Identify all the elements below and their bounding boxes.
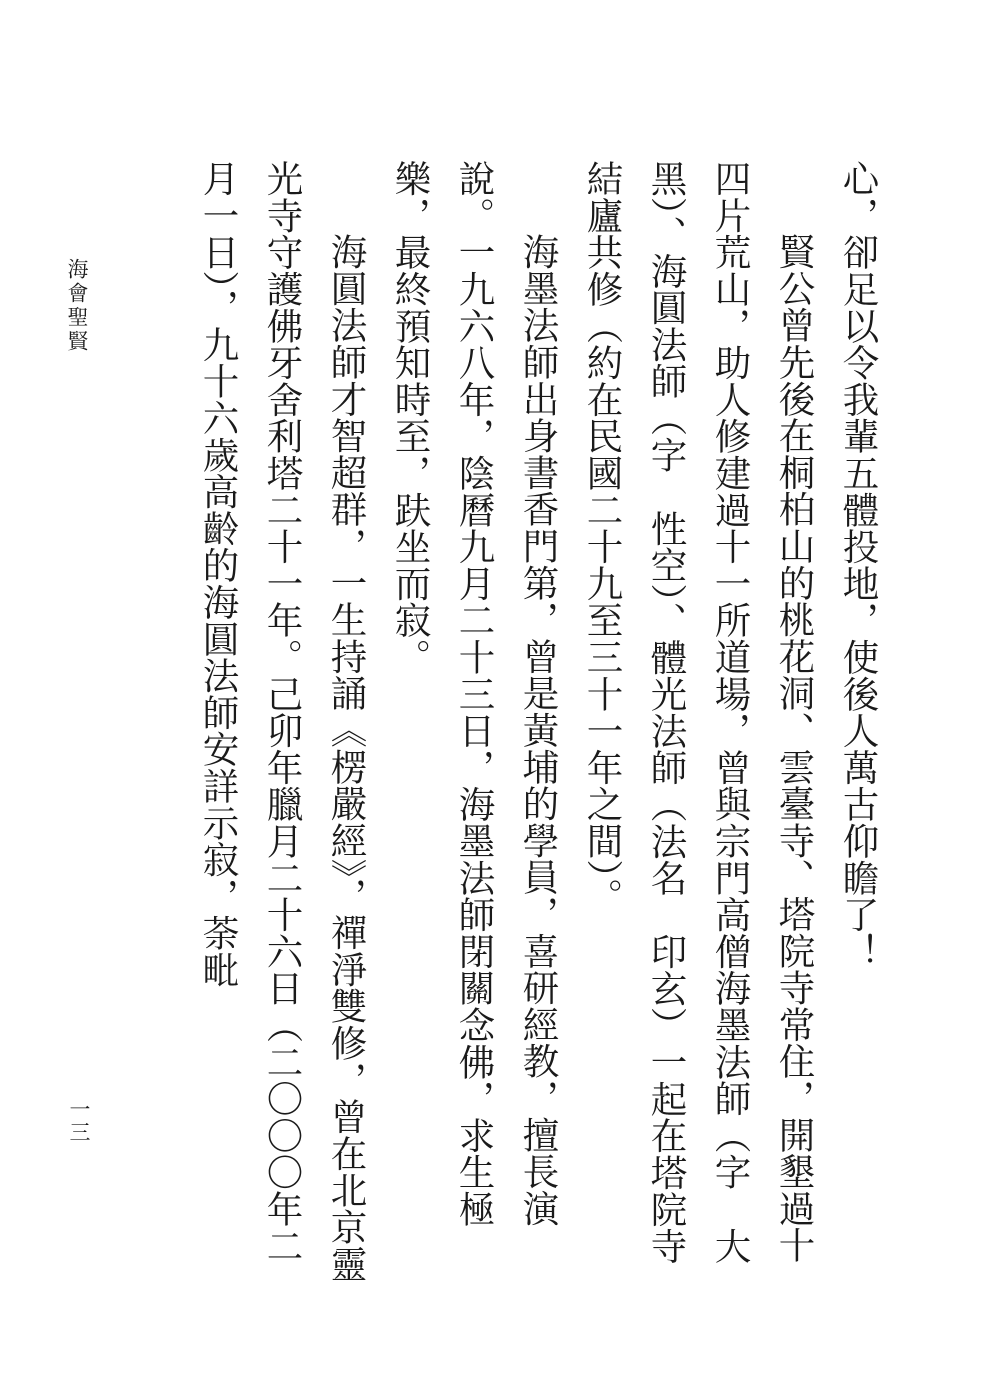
paragraph-2: 賢公曾先後在桐柏山的桃花洞、雲臺寺、塔院寺常住，開墾過十四片荒山，助人修建過十一所道場，曾與宗門高僧海墨法師（字 大黑）、海圓法師（字 性空）、體光法師（法名 印玄）一起在塔院寺結廬共修（約在民國二十九至三十一年之間）。	[581, 160, 816, 1265]
paragraph-3: 海墨法師出身書香門第，曾是黃埔的學員，喜研經教，擅長演說。一九六八年，陰曆九月二十三日，海墨法師閉關念佛，求生極樂，最終預知時至，趺坐而寂。	[389, 160, 560, 1228]
paragraph-1: 心，卻足以令我輩五體投地，使後人萬古仰瞻了！	[837, 160, 880, 970]
paragraph-4: 海圓法師才智超群，一生持誦《楞嚴經》，禪淨雙修，曾在北京靈光寺守護佛牙舍利塔二十一年。己卯年臘月二十六日（二〇〇〇年二月一日），九十六歲高齡的海圓法師安詳示寂，荼毗	[197, 160, 368, 1282]
running-head-title: 海會聖賢	[65, 258, 89, 354]
page-number: 一三	[67, 1098, 91, 1144]
vertical-text-body	[100, 160, 890, 1285]
